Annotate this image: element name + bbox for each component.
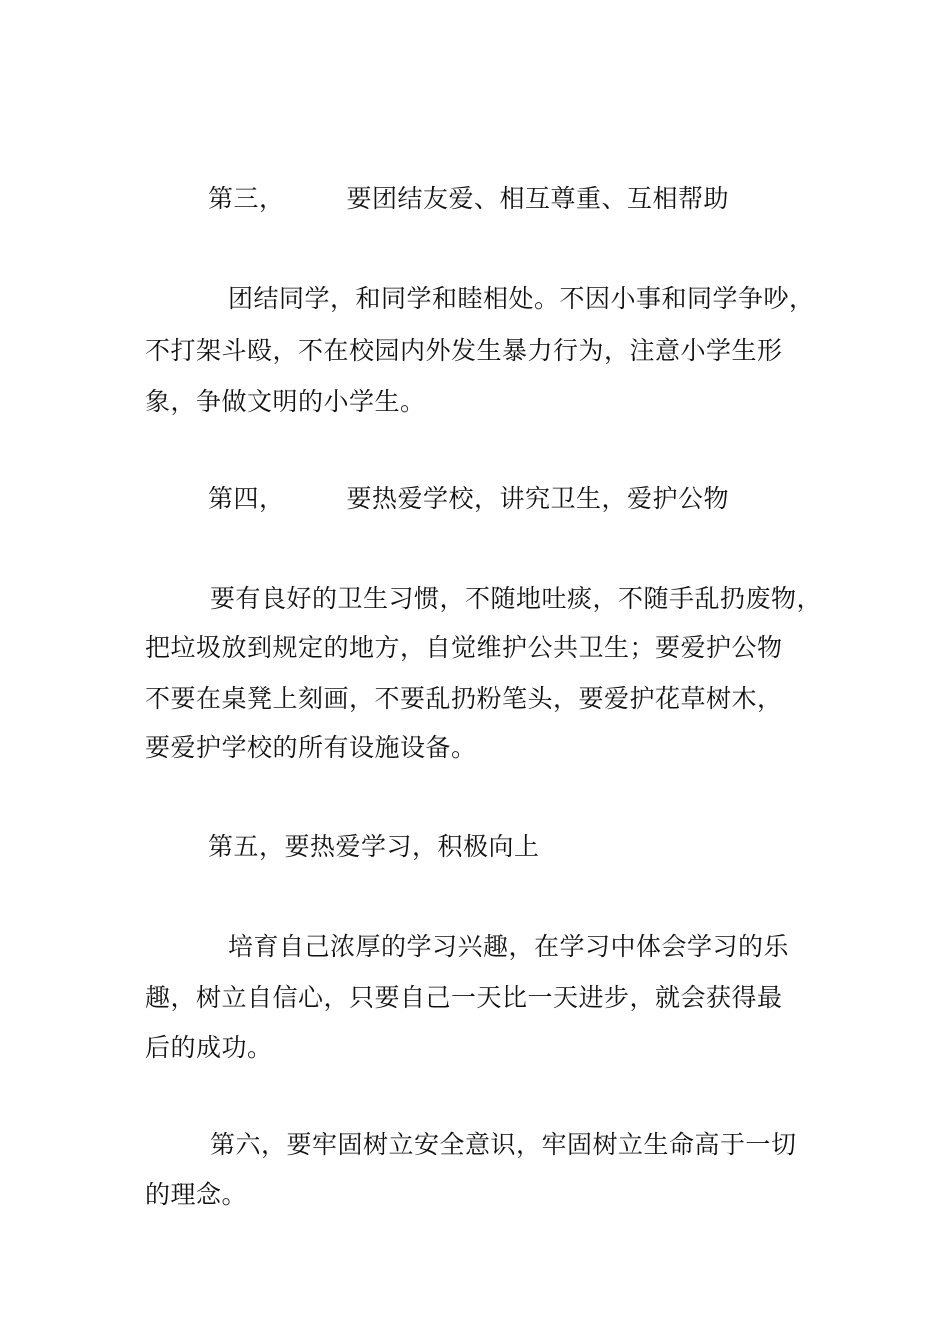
paragraph-line: 第六，要牢固树立安全意识，牢固树立生命高于一切: [210, 1130, 797, 1159]
heading-number: 第四，: [208, 484, 285, 513]
paragraph-line: 的理念。: [145, 1180, 248, 1209]
section-heading-3: [208, 184, 729, 214]
paragraph-line: 培育自己浓厚的学习兴趣，在学习中体会学习的乐: [228, 932, 790, 961]
paragraph-line: 团结同学，和同学和睦相处。不因小事和同学争吵，: [228, 284, 815, 313]
heading-number: 第三，: [208, 184, 285, 213]
paragraph-line: 不要在桌凳上刻画，不要乱扔粉笔头，要爱护花草树木，: [145, 684, 783, 713]
paragraph-line: 趣，树立自信心，只要自己一天比一天进步，就会获得最: [145, 983, 783, 1012]
paragraph-line: 不打架斗殴，不在校园内外发生暴力行为，注意小学生形: [145, 336, 783, 365]
section-heading-4: [208, 484, 729, 514]
paragraph-line: 要有良好的卫生习惯，不随地吐痰，不随手乱扔废物，: [210, 584, 823, 613]
section-heading-5: 第五，要热爱学习，积极向上: [208, 832, 540, 861]
paragraph-line: 后的成功。: [145, 1033, 273, 1062]
paragraph-line: 把垃圾放到规定的地方，自觉维护公共卫生；要爱护公物: [145, 633, 783, 662]
heading-text: 要团结友爱、相互尊重、互相帮助: [346, 184, 730, 213]
paragraph-line: 象，争做文明的小学生。: [145, 387, 426, 416]
heading-text: 要热爱学校，讲究卫生，爱护公物: [346, 484, 730, 513]
paragraph-line: 要爱护学校的所有设施设备。: [145, 733, 477, 762]
